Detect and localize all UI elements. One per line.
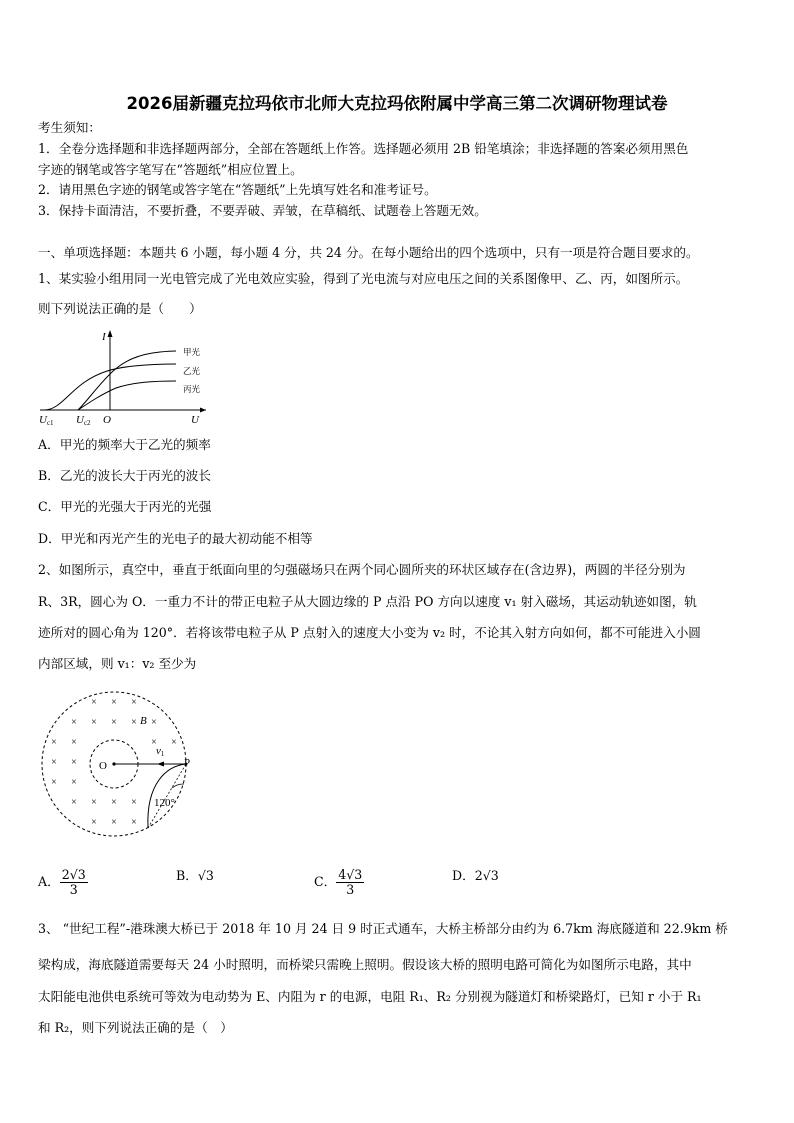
option-d: D．2√3: [452, 868, 499, 883]
svg-text:Uc1: [39, 414, 54, 427]
center-label: O: [99, 760, 107, 772]
field-cross-mark: ×: [71, 737, 77, 748]
uc2-subscript: c2: [83, 419, 91, 427]
field-cross-mark: ×: [71, 717, 77, 728]
notice-line: 3．保持卡面清洁，不要折叠，不要弄破、弄皱，在草稿纸、试题卷上答题无效。: [38, 203, 487, 218]
field-cross-mark: ×: [151, 717, 157, 728]
field-cross-mark: ×: [71, 797, 77, 808]
question-2-text: 迹所对的圆心角为 120°．若将该带电粒子从 P 点射入的速度大小变为 v₂ 时，不论其入射方向如何，都不可能进入小圆: [38, 625, 701, 640]
notice-line: 2．请用黑色字迹的钢笔或答字笔在“答题纸”上先填写姓名和准考证号。: [38, 182, 437, 197]
field-cross-mark: ×: [71, 757, 77, 768]
photoelectric-iu-graph: [36, 326, 216, 430]
question-2-text: 内部区域，则 v₁：v₂ 至少为: [38, 656, 197, 671]
section-heading: 一、单项选择题：本题共 6 小题，每小题 4 分，共 24 分。在每小题给出的四个选项中，只有一项是符合题目要求的。: [38, 245, 699, 260]
field-cross-mark: ×: [91, 817, 97, 828]
point-label: P: [184, 757, 191, 769]
field-cross-mark: ×: [111, 797, 117, 808]
uc1-label: U: [39, 414, 47, 426]
question-1-text: 1、某实验小组用同一光电管完成了光电效应实验，得到了光电流与对应电压之间的关系图像甲、乙、丙，如图所示。: [38, 271, 689, 286]
curve-label: 乙光: [183, 366, 201, 376]
field-cross-mark: ×: [91, 717, 97, 728]
notice-heading: 考生须知：: [38, 120, 101, 135]
field-cross-mark: ×: [111, 697, 117, 708]
question-3-text: 太阳能电池供电系统可等效为电动势为 E、内阻为 r 的电源，电阻 R₁、R₂ 分别视为隧道灯和桥梁路灯，已知 r 小于 R₁: [38, 989, 702, 1004]
fraction-numerator: 4√3: [338, 867, 363, 882]
question-1-text: 则下列说法正确的是（ ）: [38, 301, 202, 316]
field-cross-mark: ×: [131, 717, 137, 728]
curve-label: 丙光: [183, 384, 201, 394]
option-b: B．√3: [176, 868, 214, 883]
option-c: C．甲光的光强大于丙光的光强: [38, 499, 212, 514]
field-label: B: [140, 715, 147, 727]
x-axis-label: U: [191, 414, 199, 426]
field-cross-mark: ×: [171, 737, 177, 748]
fraction-denominator: 3: [69, 882, 78, 897]
field-cross-mark: ×: [151, 737, 157, 748]
option-a: A．甲光的频率大于乙光的频率: [38, 437, 211, 452]
field-cross-mark: ×: [131, 697, 137, 708]
field-cross-mark: ×: [131, 817, 137, 828]
origin-label: O: [103, 414, 111, 426]
question-3-text: 和 R₂，则下列说法正确的是（ ）: [38, 1020, 233, 1035]
question-3-text: 梁构成，海底隧道需要每天 24 小时照明，而桥梁只需晚上照明。假设该大桥的照明电路可简化为如图所示电路，其中: [38, 957, 692, 972]
question-3-text: 3、 “世纪工程”-港珠澳大桥已于 2018 年 10 月 24 日 9 时正式通车，大桥主桥部分由约为 6.7km 海底隧道和 22.9km 桥: [38, 921, 728, 936]
field-cross-mark: ×: [71, 777, 77, 788]
question-2-text: 2、如图所示，真空中，垂直于纸面向里的匀强磁场只在两个同心圆所夹的环状区域存在(含边界)，两圆的半径分别为: [38, 562, 686, 577]
option-d: D．甲光和丙光产生的光电子的最大初动能不相等: [38, 531, 313, 546]
notice-line: 字迹的钢笔或答字笔写在“答题纸”相应位置上。: [38, 162, 303, 177]
field-cross-mark: ×: [111, 717, 117, 728]
y-axis-label: I: [102, 331, 106, 343]
field-cross-mark: ×: [91, 697, 97, 708]
uc1-subscript: c1: [46, 419, 54, 427]
uc2-label: U: [76, 414, 84, 426]
svg-text:Uc2: [76, 414, 91, 427]
angle-label: 120°: [154, 797, 175, 809]
field-cross-mark: ×: [51, 757, 57, 768]
field-cross-mark: ×: [131, 797, 137, 808]
velocity-label: v: [156, 745, 161, 757]
option-c: C． $\frac{4√3}{3}$: [314, 867, 363, 897]
notice-line: 1．全卷分选择题和非选择题两部分，全部在答题纸上作答。选择题必须用 2B 铅笔填涂；非选择题的答案必须用黑色: [38, 141, 689, 156]
field-cross-mark: ×: [51, 737, 57, 748]
question-2-text: R、3R，圆心为 O．一重力不计的带正电粒子从大圆边缘的 P 点沿 PO 方向以速度 v₁ 射入磁场，其运动轨迹如图，轨: [38, 594, 697, 609]
field-cross-mark: ×: [91, 797, 97, 808]
option-b: B．乙光的波长大于丙光的波长: [38, 468, 211, 483]
field-cross-mark: ×: [111, 817, 117, 828]
field-cross-mark: ×: [51, 777, 57, 788]
page-title: 2026届新疆克拉玛依市北师大克拉玛依附属中学高三第二次调研物理试卷: [126, 94, 668, 113]
svg-text:v1: [156, 745, 165, 758]
fraction-denominator: 3: [346, 882, 355, 897]
magnetic-field-figure: [36, 688, 198, 838]
curve-label: 甲光: [183, 347, 201, 357]
fraction-numerator: 2√3: [61, 867, 86, 882]
velocity-subscript: 1: [160, 750, 165, 758]
option-a: A． $\frac{2√3}{3}$: [38, 867, 86, 897]
